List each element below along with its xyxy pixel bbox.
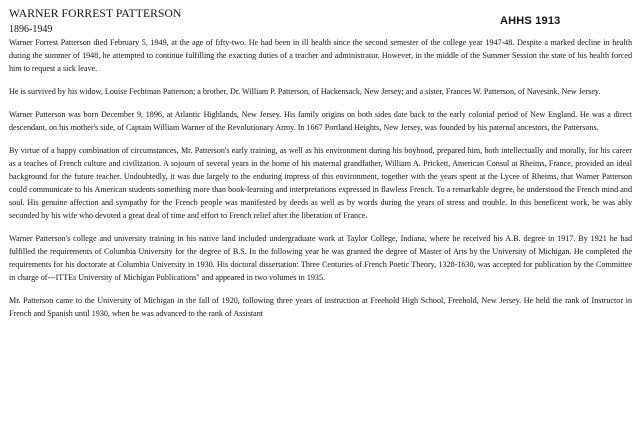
paragraph-education: Warner Patterson's college and university training in his native land included undergraduate work at Taylor College, Indiana, where he received his A.B. degree in 1917. By 1921 he had fulfilled the requirements of Columbia University for the degree of B.S. In the following year he was granted the degree of Master of Arts by the University of Michigan. He completed the requirements for his doctorate at Columbia University in 1930. His doctoral dissertation: Three Centuries of French Poetic Theory, 1328-1630, was accepted for publication by the Committee in charge of---ITTEs University of Michigan Publications" and appeared in two volumes in 1935. bbox=[9, 234, 632, 282]
paragraph-early-training: By virtue of a happy combination of circumstances, Mr. Patterson's early training, as well as his environment during his boyhood, prepared him, both intellectually and morally, for his career as a teaches of French culture and civilization. A sojourn of several years in the home of his maternal grandfather, William A. Prickett, American Consul at Rheims, France, provided an ideal background for the future teacher. Undoubtedly, it was due largely to the enduring impress of this environment, together with the years spent at the Lycee of Rheims, that Warner Patterson could communicate to his American students something more than book-learning and interpretations expressed in flawless French. To a remarkable degree, he understood the French mind and soul. His genuine affection and sympathy for the French people was manifested by deeds as well as by words during the years of stress and trouble. In this beneficent work, he was ably seconded by his wife who devoted a great deal of time and effort to French relief after the liberation of France. bbox=[9, 146, 632, 220]
paragraph-career: Mr. Patterson came to the University of Michigan in the fall of 1920, following three years of instruction at Freehold High School, Freehold, New Jersey. He held the rank of Instructor in French and Spanish until 1930, when he was advanced to the rank of Assistant bbox=[9, 296, 632, 318]
class-tag: AHHS 1913 bbox=[500, 15, 561, 27]
subject-name: WARNER FORREST PATTERSON bbox=[9, 7, 182, 20]
paragraph-death: Warner Forrest Patterson died February 5, 1949, at the age of fifty-two. He had been in ill health since the second semester of the college year 1947-48. Despite a marked decline in health during the summer of 1948, he attempted to continue fulfilling the exacting duties of a teacher and administrator. However, in the middle of the Summer Session the state of his health forced him to request a sick leave. bbox=[9, 38, 632, 73]
paragraph-survivors: He is survived by his widow, Louise Fechtman Patterson; a brother, Dr. William P. Patterson, of Hackensack, New Jersey; and a sister, Frances W. Patterson, of Navesink, New Jersey. bbox=[9, 87, 601, 96]
paragraph-birth: Warner Patterson was born December 9, 1896, at Atlantic Highlands, New Jersey. His family origins on both sides date back to the early colonial period of New England. He was a direct descendant, on his mother's side, of Captain William Warner of the Revolutionary Army. In 1667 Portland Heights, New Jersey, was founded by his paternal ancestors, the Pattersons. bbox=[9, 110, 632, 132]
memorial-body bbox=[9, 36, 632, 330]
subject-years: 1896-1949 bbox=[9, 24, 53, 35]
